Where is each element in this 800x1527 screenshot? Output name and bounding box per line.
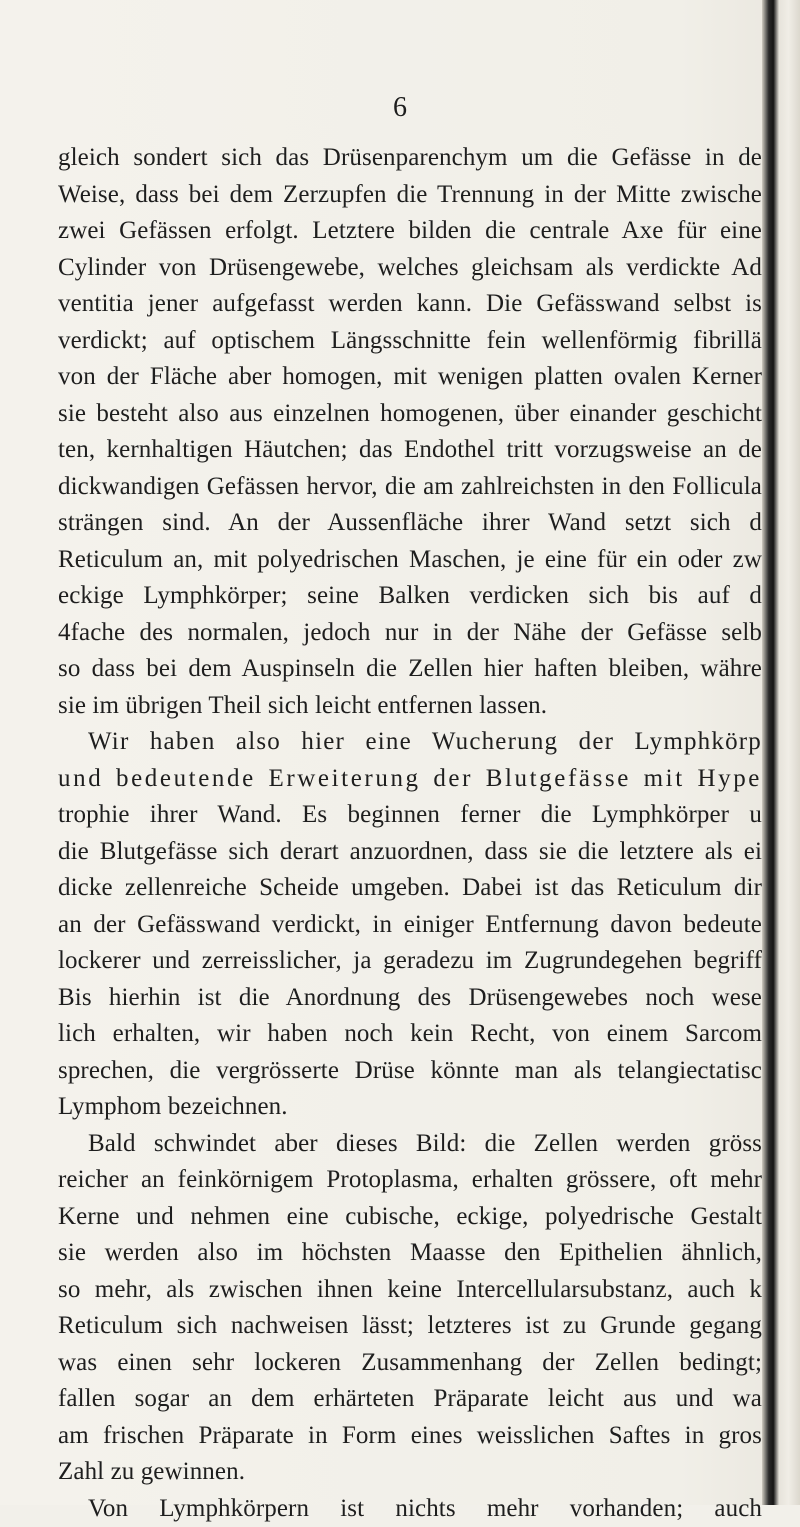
paragraph-end-line: Lymphom bezeichnen. bbox=[58, 1089, 762, 1126]
body-text bbox=[58, 140, 762, 1527]
text-line: an der Gefässwand verdickt, in einiger Entfernung davon bedeute bbox=[58, 907, 762, 944]
page-number: 6 bbox=[0, 92, 800, 124]
text-line: sprechen, die vergrösserte Drüse könnte man als telangiectatisc bbox=[58, 1053, 762, 1090]
text-line: ten, kernhaltigen Häutchen; das Endothel tritt vorzugsweise an de bbox=[58, 432, 762, 469]
text-line: lich erhalten, wir haben noch kein Recht, von einem Sarcom bbox=[58, 1016, 762, 1053]
text-line: Reticulum sich nachweisen lässt; letzteres ist zu Grunde gegang bbox=[58, 1308, 762, 1345]
paragraph-start-line: Von Lymphkörpern ist nichts mehr vorhanden; auch bbox=[58, 1491, 762, 1527]
text-line: so dass bei dem Auspinseln die Zellen hier haften bleiben, währe bbox=[58, 651, 762, 688]
paragraph-end-line: sie im übrigen Theil sich leicht entfernen lassen. bbox=[58, 688, 762, 725]
text-line: sie werden also im höchsten Maasse den Epithelien ähnlich, bbox=[58, 1235, 762, 1272]
text-line: Reticulum an, mit polyedrischen Maschen, je eine für ein oder zw bbox=[58, 542, 762, 579]
text-line: dickwandigen Gefässen hervor, die am zahlreichsten in den Follicula bbox=[58, 469, 762, 506]
text-line: Kerne und nehmen eine cubische, eckige, polyedrische Gestalt bbox=[58, 1199, 762, 1236]
text-line: 4fache des normalen, jedoch nur in der Nähe der Gefässe selb bbox=[58, 615, 762, 652]
paragraph-start-line: Wir haben also hier eine Wucherung der Lymphkörp bbox=[58, 724, 762, 761]
text-line: was einen sehr lockeren Zusammenhang der Zellen bedingt; bbox=[58, 1345, 762, 1382]
text-line: von der Fläche aber homogen, mit wenigen platten ovalen Kerner bbox=[58, 359, 762, 396]
text-line: Bis hierhin ist die Anordnung des Drüsengewebes noch wese bbox=[58, 980, 762, 1017]
paragraph-start-line: Bald schwindet aber dieses Bild: die Zellen werden gröss bbox=[58, 1126, 762, 1163]
paragraph-end-line: Zahl zu gewinnen. bbox=[58, 1454, 762, 1491]
text-line: gleich sondert sich das Drüsenparenchym um die Gefässe in de bbox=[58, 140, 762, 177]
text-line: eckige Lymphkörper; seine Balken verdicken sich bis auf d bbox=[58, 578, 762, 615]
text-line: dicke zellenreiche Scheide umgeben. Dabei ist das Reticulum dir bbox=[58, 870, 762, 907]
text-line: ventitia jener aufgefasst werden kann. Die Gefässwand selbst is bbox=[58, 286, 762, 323]
text-line: Weise, dass bei dem Zerzupfen die Trennung in der Mitte zwische bbox=[58, 177, 762, 214]
text-line: am frischen Präparate in Form eines weisslichen Saftes in gros bbox=[58, 1418, 762, 1455]
text-line: die Blutgefässe sich derart anzuordnen, dass sie die letztere als ei bbox=[58, 834, 762, 871]
text-line: trophie ihrer Wand. Es beginnen ferner die Lymphkörper u bbox=[58, 797, 762, 834]
text-line: Cylinder von Drüsengewebe, welches gleichsam als verdickte Ad bbox=[58, 250, 762, 287]
text-line: strängen sind. An der Aussenfläche ihrer Wand setzt sich d bbox=[58, 505, 762, 542]
text-line: sie besteht also aus einzelnen homogenen, über einander geschicht bbox=[58, 396, 762, 433]
emphasized-line: und bedeutende Erweiterung der Blutgefässe mit Hype bbox=[58, 761, 762, 798]
text-line: fallen sogar an dem erhärteten Präparate leicht aus und wa bbox=[58, 1381, 762, 1418]
text-line: reicher an feinkörnigem Protoplasma, erhalten grössere, oft mehr bbox=[58, 1162, 762, 1199]
text-line: zwei Gefässen erfolgt. Letztere bilden die centrale Axe für eine bbox=[58, 213, 762, 250]
text-line: so mehr, als zwischen ihnen keine Intercellularsubstanz, auch k bbox=[58, 1272, 762, 1309]
text-line: verdickt; auf optischem Längsschnitte fein wellenförmig fibrillä bbox=[58, 323, 762, 360]
book-binding-edge bbox=[762, 0, 800, 1505]
text-line: lockerer und zerreisslicher, ja geradezu im Zugrundegehen begriff bbox=[58, 943, 762, 980]
